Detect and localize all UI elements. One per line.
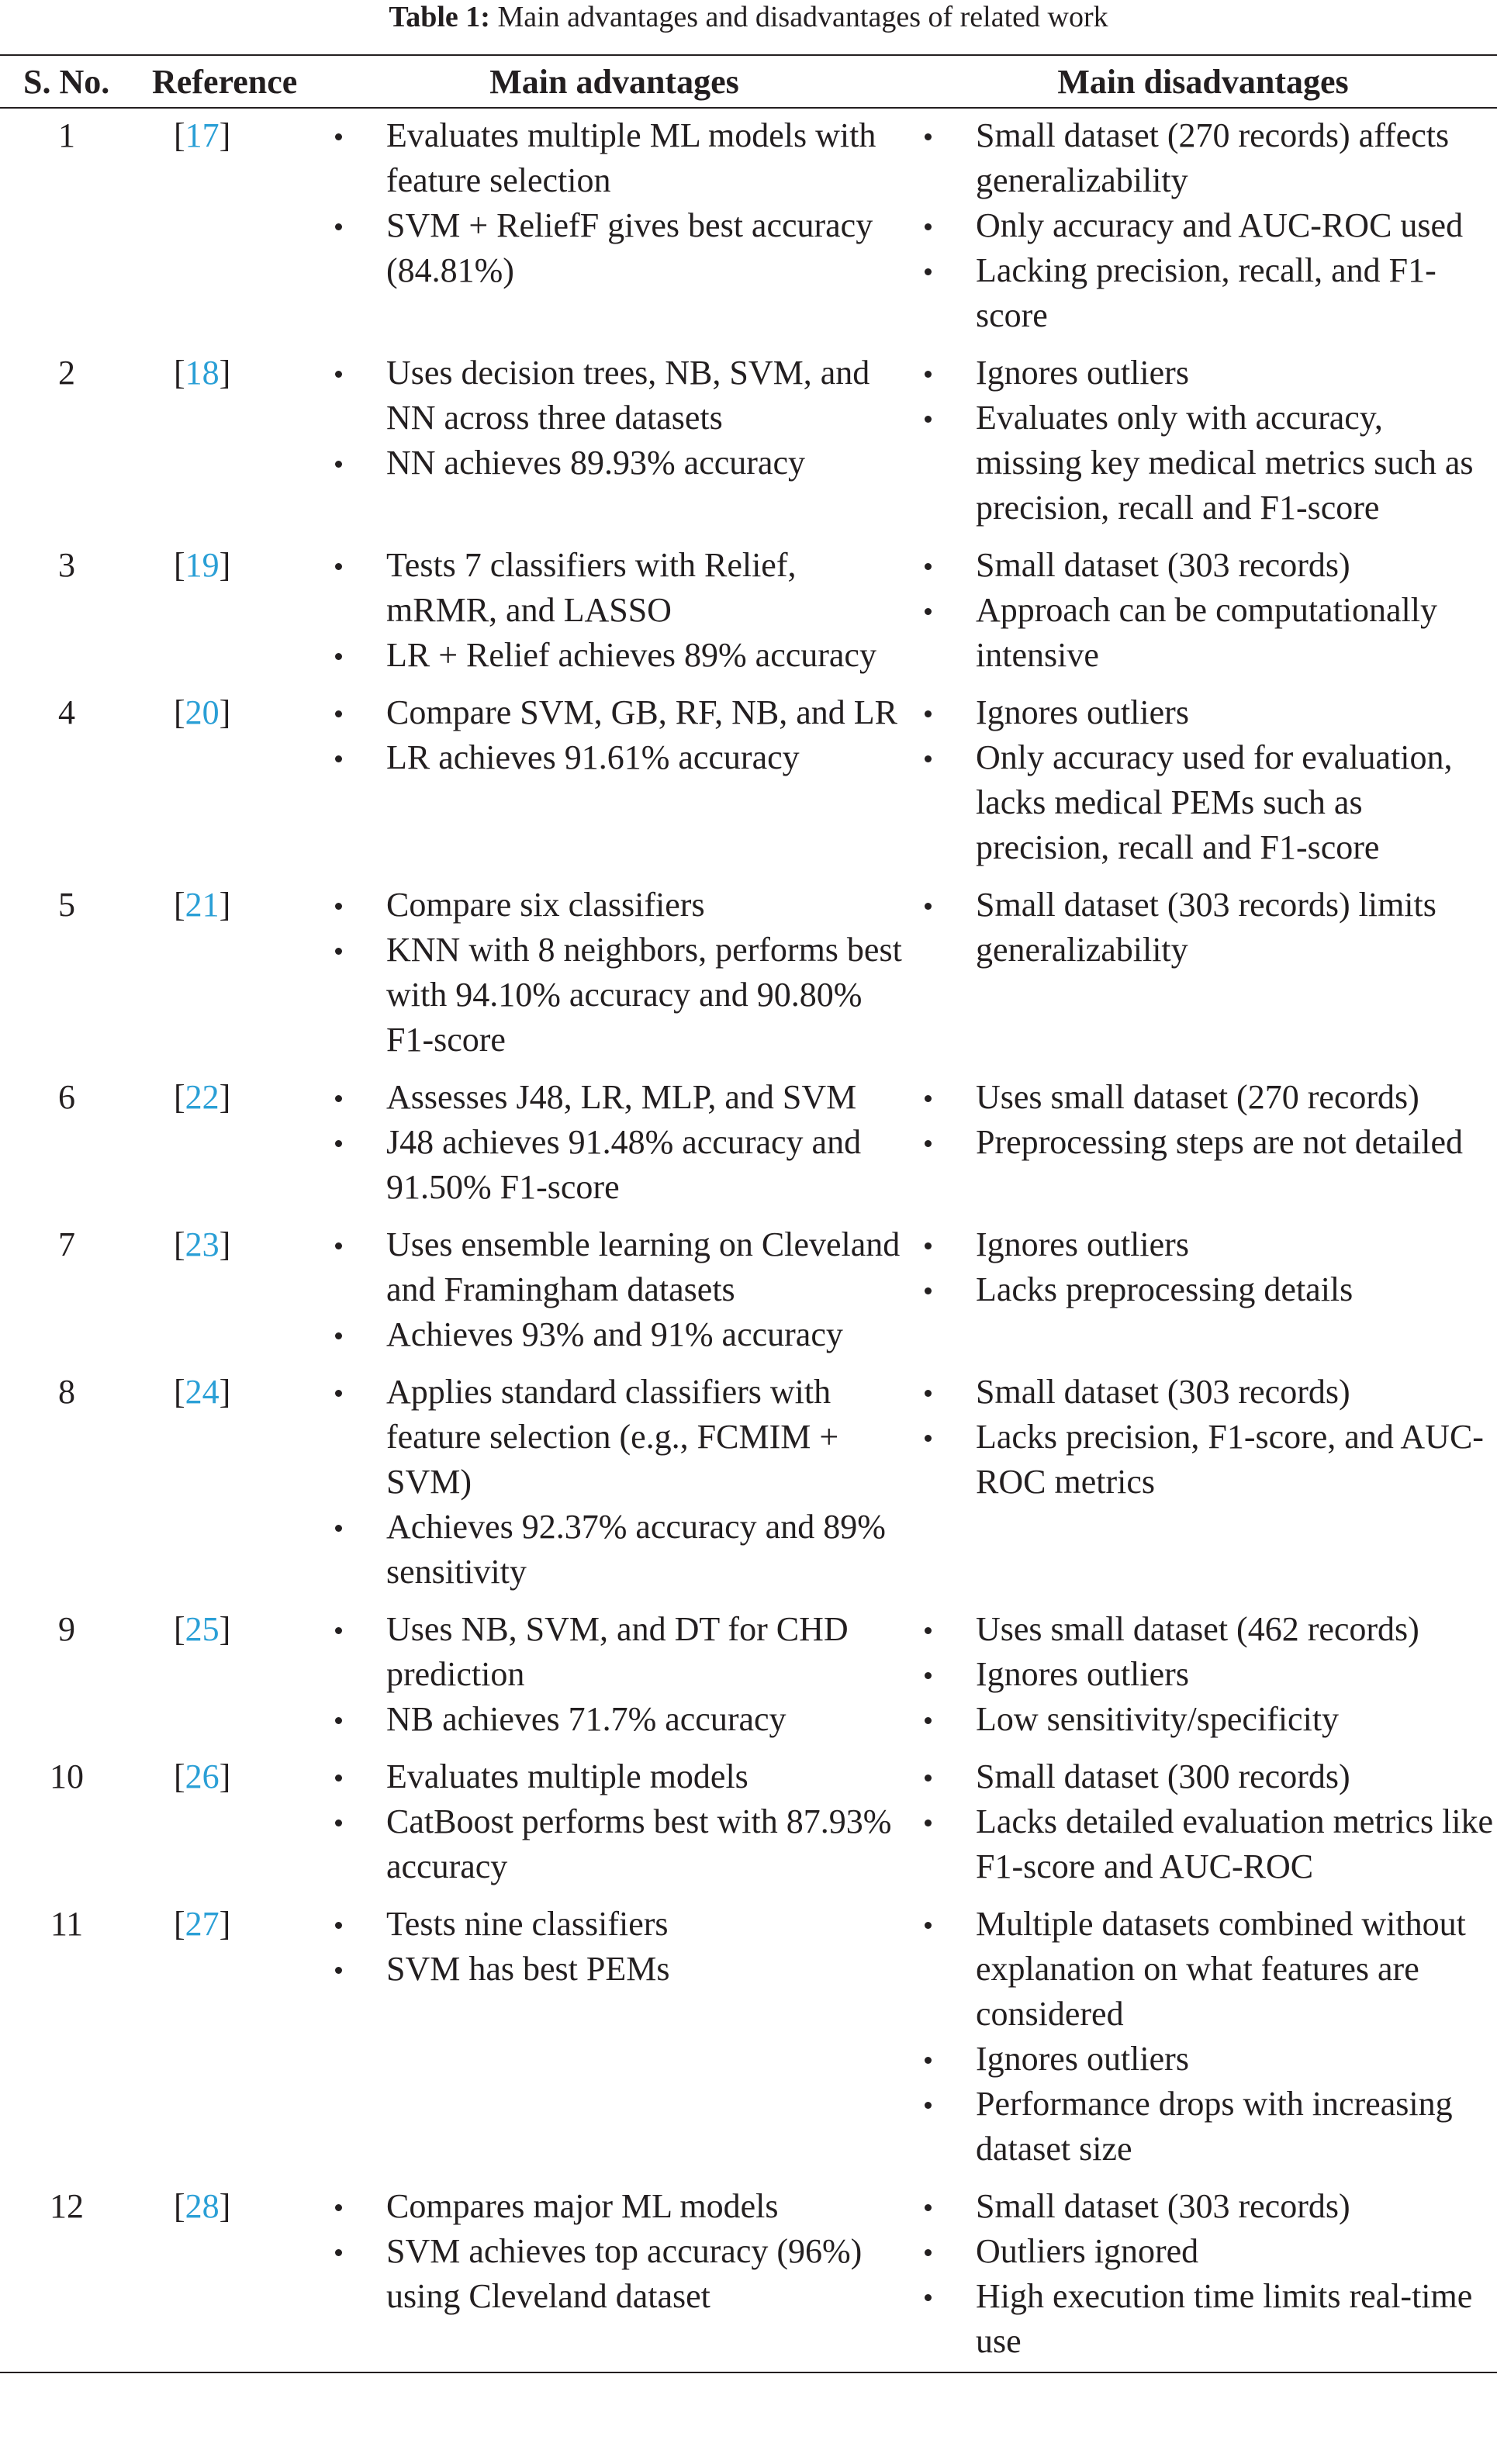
cell-disadvantages — [909, 1218, 1497, 1365]
cell-disadvantages — [909, 1897, 1497, 2179]
cell-reference — [133, 2179, 320, 2372]
reference-link[interactable]: 19 — [185, 546, 220, 584]
advantage-item: SVM + ReliefF gives best accuracy (84.81%) — [320, 203, 909, 293]
advantage-item: Applies standard classifiers with feature selection (e.g., FCMIM + SVM) — [320, 1370, 909, 1505]
disadvantages-list — [909, 543, 1497, 678]
disadvantage-item: Ignores outliers — [909, 2037, 1497, 2082]
disadvantage-item: Preprocessing steps are not detailed — [909, 1120, 1497, 1165]
cell-reference — [133, 1365, 320, 1602]
header-advantages: Main advantages — [489, 63, 739, 101]
disadvantage-item: Low sensitivity/specificity — [909, 1697, 1497, 1742]
reference-bracket-open: [ — [174, 1905, 185, 1943]
cell-disadvantages — [909, 108, 1497, 346]
cell-advantages — [320, 686, 909, 878]
advantage-item: Compare six classifiers — [320, 883, 909, 928]
advantages-list — [320, 1607, 909, 1742]
advantage-item: Compare SVM, GB, RF, NB, and LR — [320, 690, 909, 735]
table-row — [0, 686, 1497, 878]
reference-bracket-close: ] — [219, 1610, 231, 1648]
advantage-item: KNN with 8 neighbors, performs best with 94.10% accuracy and 90.80% F1-score — [320, 928, 909, 1063]
disadvantage-item: Uses small dataset (462 records) — [909, 1607, 1497, 1652]
advantage-item: Uses decision trees, NB, SVM, and NN across three datasets — [320, 351, 909, 441]
reference-link[interactable]: 21 — [185, 886, 220, 924]
disadvantage-item: Only accuracy used for evaluation, lacks medical PEMs such as precision, recall and F1-score — [909, 735, 1497, 870]
advantage-item: Assesses J48, LR, MLP, and SVM — [320, 1075, 909, 1120]
reference-link[interactable]: 28 — [185, 2187, 220, 2225]
advantages-list — [320, 1902, 909, 1992]
cell-advantages — [320, 1365, 909, 1602]
advantage-item: SVM achieves top accuracy (96%) using Cleveland dataset — [320, 2229, 909, 2319]
disadvantage-item: Uses small dataset (270 records) — [909, 1075, 1497, 1120]
reference-bracket-close: ] — [219, 1373, 231, 1411]
header-sno: S. No. — [23, 63, 110, 101]
advantage-item: LR achieves 91.61% accuracy — [320, 735, 909, 780]
cell-reference — [133, 1218, 320, 1365]
reference-link[interactable]: 18 — [185, 354, 220, 392]
cell-advantages — [320, 538, 909, 686]
related-work-table — [0, 54, 1497, 2373]
table-row — [0, 538, 1497, 686]
disadvantages-list — [909, 1222, 1497, 1312]
disadvantage-item: Only accuracy and AUC-ROC used — [909, 203, 1497, 248]
reference-bracket-close: ] — [219, 1905, 231, 1943]
cell-advantages — [320, 1218, 909, 1365]
advantages-list — [320, 1370, 909, 1595]
disadvantages-list — [909, 2184, 1497, 2364]
reference-bracket-close: ] — [219, 693, 231, 731]
table-caption-label: Table 1: — [389, 1, 490, 33]
table-row — [0, 2179, 1497, 2372]
cell-sno: 6 — [58, 1078, 75, 1116]
reference-link[interactable]: 20 — [185, 693, 220, 731]
reference-bracket-open: [ — [174, 886, 185, 924]
cell-disadvantages — [909, 2179, 1497, 2372]
advantages-list — [320, 883, 909, 1063]
cell-disadvantages — [909, 686, 1497, 878]
disadvantage-item: Small dataset (303 records) — [909, 1370, 1497, 1415]
reference-bracket-close: ] — [219, 886, 231, 924]
reference-link[interactable]: 17 — [185, 116, 220, 154]
disadvantage-item: Small dataset (303 records) limits generalizability — [909, 883, 1497, 973]
table-row — [0, 878, 1497, 1070]
disadvantage-item: High execution time limits real-time use — [909, 2274, 1497, 2364]
reference-link[interactable]: 22 — [185, 1078, 220, 1116]
cell-sno: 2 — [58, 354, 75, 392]
header-disadvantages: Main disadvantages — [1057, 63, 1349, 101]
reference-bracket-open: [ — [174, 2187, 185, 2225]
disadvantages-list — [909, 1754, 1497, 1889]
cell-sno: 3 — [58, 546, 75, 584]
cell-advantages — [320, 2179, 909, 2372]
advantage-item: Tests nine classifiers — [320, 1902, 909, 1947]
disadvantages-list — [909, 1075, 1497, 1165]
cell-disadvantages — [909, 1750, 1497, 1897]
cell-sno: 9 — [58, 1610, 75, 1648]
advantage-item: Achieves 93% and 91% accuracy — [320, 1312, 909, 1357]
table-header-row — [0, 55, 1497, 108]
cell-disadvantages — [909, 1365, 1497, 1602]
cell-sno: 8 — [58, 1373, 75, 1411]
cell-disadvantages — [909, 878, 1497, 1070]
table-row — [0, 1750, 1497, 1897]
disadvantages-list — [909, 1607, 1497, 1742]
advantage-item: Tests 7 classifiers with Relief, mRMR, and LASSO — [320, 543, 909, 633]
reference-bracket-close: ] — [219, 354, 231, 392]
disadvantage-item: Multiple datasets combined without explanation on what features are considered — [909, 1902, 1497, 2037]
disadvantage-item: Small dataset (270 records) affects generalizability — [909, 113, 1497, 203]
reference-bracket-close: ] — [219, 1757, 231, 1795]
reference-bracket-close: ] — [219, 1225, 231, 1263]
advantages-list — [320, 113, 909, 293]
reference-bracket-open: [ — [174, 1610, 185, 1648]
reference-bracket-open: [ — [174, 116, 185, 154]
cell-reference — [133, 1897, 320, 2179]
table-row — [0, 1602, 1497, 1750]
cell-reference — [133, 1602, 320, 1750]
reference-bracket-open: [ — [174, 354, 185, 392]
advantage-item: CatBoost performs best with 87.93% accuracy — [320, 1799, 909, 1889]
advantage-item: SVM has best PEMs — [320, 1947, 909, 1992]
table-row — [0, 1218, 1497, 1365]
reference-bracket-open: [ — [174, 1757, 185, 1795]
disadvantage-item: Ignores outliers — [909, 351, 1497, 396]
disadvantage-item: Lacking precision, recall, and F1-score — [909, 248, 1497, 338]
disadvantages-list — [909, 690, 1497, 870]
cell-disadvantages — [909, 1070, 1497, 1218]
cell-sno: 5 — [58, 886, 75, 924]
table-row — [0, 1897, 1497, 2179]
cell-reference — [133, 538, 320, 686]
reference-bracket-close: ] — [219, 1078, 231, 1116]
cell-reference — [133, 1750, 320, 1897]
cell-sno: 7 — [58, 1225, 75, 1263]
cell-advantages — [320, 1070, 909, 1218]
advantage-item: Uses NB, SVM, and DT for CHD prediction — [320, 1607, 909, 1697]
cell-sno: 12 — [50, 2187, 84, 2225]
header-reference: Reference — [152, 63, 298, 101]
reference-bracket-close: ] — [219, 116, 231, 154]
advantages-list — [320, 690, 909, 780]
disadvantage-item: Approach can be computationally intensive — [909, 588, 1497, 678]
table-row — [0, 1070, 1497, 1218]
reference-link[interactable]: 23 — [185, 1225, 220, 1263]
advantage-item: Uses ensemble learning on Cleveland and Framingham datasets — [320, 1222, 909, 1312]
disadvantages-list — [909, 113, 1497, 338]
cell-sno: 4 — [58, 693, 75, 731]
cell-reference — [133, 108, 320, 346]
cell-reference — [133, 1070, 320, 1218]
disadvantage-item: Outliers ignored — [909, 2229, 1497, 2274]
advantage-item: J48 achieves 91.48% accuracy and 91.50% F1-score — [320, 1120, 909, 1210]
disadvantage-item: Ignores outliers — [909, 1222, 1497, 1267]
cell-advantages — [320, 108, 909, 346]
advantages-list — [320, 1075, 909, 1210]
disadvantage-item: Small dataset (303 records) — [909, 2184, 1497, 2229]
cell-sno: 11 — [50, 1905, 84, 1943]
disadvantage-item: Lacks precision, F1-score, and AUC-ROC metrics — [909, 1415, 1497, 1505]
cell-reference — [133, 878, 320, 1070]
reference-link[interactable]: 26 — [185, 1757, 220, 1795]
cell-sno: 1 — [58, 116, 75, 154]
advantages-list — [320, 1754, 909, 1889]
cell-disadvantages — [909, 346, 1497, 538]
table-row — [0, 346, 1497, 538]
table-body — [0, 108, 1497, 2372]
disadvantages-list — [909, 351, 1497, 530]
disadvantage-item: Small dataset (300 records) — [909, 1754, 1497, 1799]
reference-bracket-close: ] — [219, 2187, 231, 2225]
advantage-item: Achieves 92.37% accuracy and 89% sensitivity — [320, 1505, 909, 1595]
disadvantage-item: Evaluates only with accuracy, missing key medical metrics such as precision, recall and F1-score — [909, 396, 1497, 530]
reference-link[interactable]: 25 — [185, 1610, 220, 1648]
disadvantage-item: Small dataset (303 records) — [909, 543, 1497, 588]
table-caption-text: Main advantages and disadvantages of related work — [489, 1, 1108, 33]
advantages-list — [320, 1222, 909, 1357]
reference-bracket-open: [ — [174, 693, 185, 731]
reference-link[interactable]: 27 — [185, 1905, 220, 1943]
reference-bracket-open: [ — [174, 1078, 185, 1116]
cell-advantages — [320, 878, 909, 1070]
advantage-item: NB achieves 71.7% accuracy — [320, 1697, 909, 1742]
cell-disadvantages — [909, 538, 1497, 686]
disadvantage-item: Performance drops with increasing dataset size — [909, 2082, 1497, 2172]
advantages-list — [320, 351, 909, 486]
advantage-item: Evaluates multiple models — [320, 1754, 909, 1799]
disadvantage-item: Ignores outliers — [909, 1652, 1497, 1697]
disadvantages-list — [909, 1902, 1497, 2172]
cell-advantages — [320, 1602, 909, 1750]
cell-disadvantages — [909, 1602, 1497, 1750]
cell-reference — [133, 686, 320, 878]
advantage-item: NN achieves 89.93% accuracy — [320, 441, 909, 486]
disadvantages-list — [909, 883, 1497, 973]
cell-advantages — [320, 346, 909, 538]
advantages-list — [320, 2184, 909, 2319]
disadvantages-list — [909, 1370, 1497, 1505]
advantage-item: Evaluates multiple ML models with feature selection — [320, 113, 909, 203]
reference-bracket-close: ] — [219, 546, 231, 584]
advantage-item: Compares major ML models — [320, 2184, 909, 2229]
reference-bracket-open: [ — [174, 546, 185, 584]
reference-bracket-open: [ — [174, 1373, 185, 1411]
cell-advantages — [320, 1897, 909, 2179]
advantage-item: LR + Relief achieves 89% accuracy — [320, 633, 909, 678]
reference-bracket-open: [ — [174, 1225, 185, 1263]
table-caption — [0, 0, 1497, 34]
table-row — [0, 1365, 1497, 1602]
disadvantage-item: Lacks detailed evaluation metrics like F1-score and AUC-ROC — [909, 1799, 1497, 1889]
disadvantage-item: Ignores outliers — [909, 690, 1497, 735]
reference-link[interactable]: 24 — [185, 1373, 220, 1411]
disadvantage-item: Lacks preprocessing details — [909, 1267, 1497, 1312]
cell-advantages — [320, 1750, 909, 1897]
cell-reference — [133, 346, 320, 538]
cell-sno: 10 — [50, 1757, 84, 1795]
table-row — [0, 108, 1497, 346]
advantages-list — [320, 543, 909, 678]
